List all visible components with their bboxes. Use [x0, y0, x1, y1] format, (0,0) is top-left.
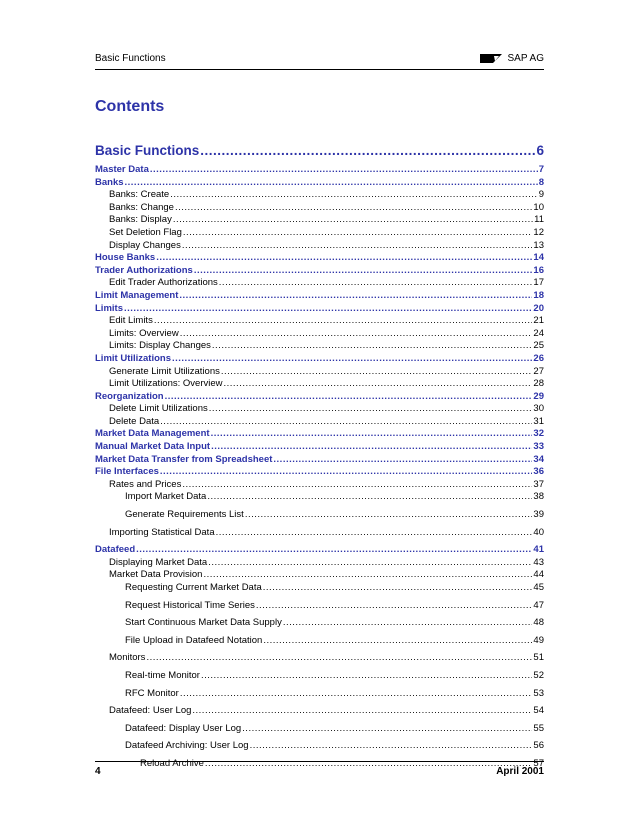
toc-dot-leader — [175, 202, 532, 213]
toc-entry[interactable] — [95, 509, 544, 527]
toc-entry-title: Set Deletion Flag — [109, 226, 182, 238]
toc-entry-page: 8 — [538, 176, 544, 188]
toc-entry-page: 33 — [533, 441, 544, 453]
toc-entry[interactable] — [95, 479, 544, 492]
toc-dot-leader — [263, 582, 533, 593]
toc-entry[interactable] — [95, 143, 544, 164]
toc-dot-leader — [154, 315, 533, 326]
toc-entry-title: File Upload in Datafeed Notation — [125, 634, 263, 646]
toc-entry-page: 40 — [533, 526, 544, 538]
toc-entry-page: 36 — [533, 466, 544, 478]
page-title: Contents — [95, 98, 165, 115]
toc-entry-page: 13 — [533, 239, 544, 251]
toc-dot-leader — [216, 527, 533, 538]
toc-entry-title: Generate Limit Utilizations — [109, 365, 220, 377]
toc-entry-title: Importing Statistical Data — [109, 526, 215, 538]
toc-entry[interactable] — [95, 240, 544, 253]
toc-entry[interactable] — [95, 303, 544, 316]
toc-entry-title: Delete Limit Utilizations — [109, 403, 208, 415]
toc-entry-page: 45 — [533, 582, 544, 593]
toc-entry-page: 7 — [538, 164, 544, 175]
toc-entry[interactable] — [95, 491, 544, 509]
toc-entry-title: Banks: Create — [109, 189, 170, 201]
toc-dot-leader — [124, 303, 532, 314]
toc-dot-leader — [211, 441, 532, 452]
toc-entry[interactable] — [95, 353, 544, 366]
toc-entry-page: 29 — [533, 390, 544, 402]
toc-entry-page: 47 — [533, 599, 544, 611]
toc-entry-page: 11 — [534, 214, 544, 226]
toc-entry[interactable] — [95, 214, 544, 227]
toc-dot-leader — [180, 328, 533, 339]
toc-entry[interactable] — [95, 670, 544, 688]
toc-entry[interactable] — [95, 328, 544, 341]
toc-entry-page: 32 — [533, 428, 544, 440]
toc-dot-leader — [180, 688, 533, 699]
toc-entry[interactable] — [95, 705, 544, 723]
toc-entry-title: Limits: Display Changes — [109, 340, 211, 352]
toc-dot-leader — [136, 544, 532, 555]
toc-entry[interactable] — [95, 290, 544, 303]
toc-dot-leader — [221, 366, 533, 377]
toc-entry[interactable] — [95, 428, 544, 441]
toc-entry[interactable] — [95, 600, 544, 618]
toc-entry[interactable] — [95, 177, 544, 190]
toc-entry-title: Real-time Monitor — [125, 669, 200, 681]
toc-dot-leader — [160, 466, 533, 477]
toc-entry-page: 26 — [533, 352, 544, 364]
toc-entry-page: 27 — [533, 365, 544, 377]
toc-entry[interactable] — [95, 582, 544, 600]
footer-rule — [95, 761, 544, 762]
toc-dot-leader — [125, 177, 538, 188]
toc-entry[interactable] — [95, 617, 544, 635]
toc-entry[interactable] — [95, 466, 544, 479]
toc-dot-leader — [207, 491, 532, 502]
toc-entry-page: 57 — [533, 757, 544, 769]
toc-entry-title: Limits — [95, 302, 123, 314]
toc-entry-title: Datafeed: Display User Log — [125, 722, 242, 734]
toc-entry-title: Basic Functions — [95, 143, 200, 158]
toc-dot-leader — [203, 569, 532, 580]
toc-dot-leader — [201, 670, 532, 681]
toc-entry-page: 48 — [533, 617, 544, 629]
toc-entry-page: 25 — [533, 340, 544, 352]
toc-dot-leader — [209, 403, 533, 414]
toc-entry-page: 52 — [533, 669, 544, 681]
toc-entry-title: Limit Utilizations: Overview — [109, 378, 223, 390]
toc-entry-page: 31 — [533, 415, 544, 427]
toc-dot-leader — [179, 290, 532, 301]
toc-dot-leader — [245, 509, 533, 520]
toc-entry-title: Start Continuous Market Data Supply — [125, 617, 282, 629]
toc-entry-page: 37 — [533, 478, 544, 490]
toc-entry-title: Reload Archive — [140, 757, 204, 769]
toc-entry-page: 55 — [533, 722, 544, 734]
toc-entry-page: 17 — [533, 277, 544, 289]
toc-entry-page: 21 — [533, 315, 544, 327]
toc-entry-title: Delete Data — [109, 415, 160, 427]
page-footer — [95, 766, 544, 780]
toc-entry-page: 56 — [533, 740, 544, 752]
toc-entry-title: Generate Requirements List — [125, 509, 244, 521]
toc-entry-title: Limit Utilizations — [95, 352, 171, 364]
toc-entry-title: Limits: Overview — [109, 327, 179, 339]
page-number: 4 — [95, 766, 101, 777]
toc-entry-title: Monitors — [109, 652, 146, 664]
toc-entry[interactable] — [95, 635, 544, 653]
toc-entry[interactable] — [95, 723, 544, 741]
header-rule — [95, 69, 544, 70]
toc-entry-page: 51 — [533, 652, 544, 664]
toc-entry-page: 53 — [533, 687, 544, 699]
toc-entry-page: 34 — [533, 453, 544, 465]
toc-dot-leader — [211, 428, 533, 439]
toc-entry-title: Master Data — [95, 164, 149, 175]
toc-entry-title: Manual Market Data Input — [95, 441, 211, 453]
toc-entry[interactable] — [95, 527, 544, 545]
toc-entry-title: Market Data Provision — [109, 569, 203, 581]
toc-entry[interactable] — [95, 265, 544, 278]
toc-entry-page: 12 — [533, 226, 544, 238]
toc-dot-leader — [242, 723, 532, 734]
toc-entry[interactable] — [95, 557, 544, 570]
toc-entry-title: Banks — [95, 176, 124, 188]
toc-dot-leader — [219, 277, 533, 288]
toc-entry-title: Datafeed — [95, 544, 136, 556]
toc-entry-title: RFC Monitor — [125, 687, 179, 699]
toc-entry-page: 43 — [533, 556, 544, 568]
toc-entry-title: File Interfaces — [95, 466, 159, 478]
toc-entry-page: 44 — [533, 569, 544, 581]
toc-entry-title: Limit Management — [95, 289, 179, 301]
sap-logo-icon — [480, 54, 502, 63]
toc-entry-page: 6 — [536, 143, 544, 158]
toc-dot-leader — [172, 353, 532, 364]
toc-entry-page: 24 — [533, 327, 544, 339]
toc-entry[interactable] — [95, 652, 544, 670]
toc-entry[interactable] — [95, 544, 544, 557]
toc-entry-title: Display Changes — [109, 239, 181, 251]
toc-entry[interactable] — [95, 688, 544, 706]
toc-entry-title: Market Data Transfer from Spreadsheet — [95, 453, 273, 465]
toc-entry[interactable] — [95, 340, 544, 353]
toc-dot-leader — [170, 189, 538, 200]
toc-dot-leader — [182, 479, 532, 490]
toc-entry[interactable] — [95, 416, 544, 429]
toc-dot-leader — [173, 214, 533, 225]
toc-entry-title: Market Data Management — [95, 428, 210, 440]
toc-entry-page: 18 — [533, 289, 544, 301]
toc-entry-title: Displaying Market Data — [109, 556, 208, 568]
toc-entry-page: 54 — [533, 705, 544, 717]
toc-entry[interactable] — [95, 441, 544, 454]
page-header — [95, 53, 544, 69]
toc-dot-leader — [200, 143, 535, 158]
toc-entry-title: Reorganization — [95, 390, 164, 402]
toc-entry[interactable] — [95, 454, 544, 467]
toc-entry-page: 30 — [533, 403, 544, 415]
toc-entry-page: 41 — [533, 544, 544, 556]
header-company-name: SAP AG — [507, 53, 544, 64]
toc-entry-title: Import Market Data — [125, 491, 207, 503]
toc-dot-leader — [183, 227, 533, 238]
table-of-contents — [95, 143, 544, 776]
header-title: Basic Functions — [95, 53, 166, 64]
toc-entry-page: 14 — [533, 252, 544, 264]
toc-entry-title: Datafeed Archiving: User Log — [125, 740, 249, 752]
toc-entry-title: Requesting Current Market Data — [125, 582, 262, 593]
toc-dot-leader — [273, 454, 532, 465]
toc-dot-leader — [165, 391, 533, 402]
toc-dot-leader — [250, 740, 533, 751]
footer-date: April 2001 — [496, 766, 544, 777]
toc-dot-leader — [194, 265, 533, 276]
toc-entry-page: 39 — [533, 509, 544, 521]
toc-entry[interactable] — [95, 378, 544, 391]
toc-entry[interactable] — [95, 391, 544, 404]
toc-entry[interactable] — [95, 740, 544, 758]
toc-entry[interactable] — [95, 202, 544, 215]
toc-entry-page: 16 — [533, 264, 544, 276]
toc-dot-leader — [192, 705, 532, 716]
toc-entry-title: Banks: Change — [109, 201, 174, 213]
toc-dot-leader — [256, 600, 533, 611]
header-company — [480, 53, 544, 64]
toc-entry[interactable] — [95, 164, 544, 177]
toc-entry[interactable] — [95, 569, 544, 582]
toc-dot-leader — [208, 557, 532, 568]
toc-entry-title: Edit Trader Authorizations — [109, 277, 218, 289]
toc-entry[interactable] — [95, 252, 544, 265]
toc-entry-page: 10 — [533, 201, 544, 213]
toc-entry-title: Rates and Prices — [109, 478, 182, 490]
toc-entry[interactable] — [95, 366, 544, 379]
toc-entry-title: Datafeed: User Log — [109, 705, 192, 717]
toc-dot-leader — [150, 164, 538, 175]
toc-dot-leader — [212, 340, 533, 351]
toc-dot-leader — [283, 617, 533, 628]
toc-entry[interactable] — [95, 315, 544, 328]
toc-entry-title: Request Historical Time Series — [125, 599, 255, 611]
toc-entry[interactable] — [95, 277, 544, 290]
toc-entry-title: Trader Authorizations — [95, 264, 193, 276]
toc-entry[interactable] — [95, 403, 544, 416]
toc-entry-page: 20 — [533, 302, 544, 314]
toc-entry-page: 9 — [538, 189, 544, 201]
toc-entry-page: 49 — [533, 634, 544, 646]
toc-dot-leader — [224, 378, 533, 389]
toc-entry[interactable] — [95, 227, 544, 240]
toc-dot-leader — [182, 240, 533, 251]
toc-dot-leader — [146, 652, 532, 663]
toc-dot-leader — [156, 252, 532, 263]
toc-dot-leader — [160, 416, 532, 427]
toc-entry-page: 28 — [533, 378, 544, 390]
toc-entry-page: 38 — [533, 491, 544, 503]
toc-entry-title: Banks: Display — [109, 214, 172, 226]
toc-dot-leader — [263, 635, 532, 646]
toc-entry[interactable] — [95, 189, 544, 202]
toc-entry-title: Edit Limits — [109, 315, 153, 327]
toc-entry-title: House Banks — [95, 252, 156, 264]
